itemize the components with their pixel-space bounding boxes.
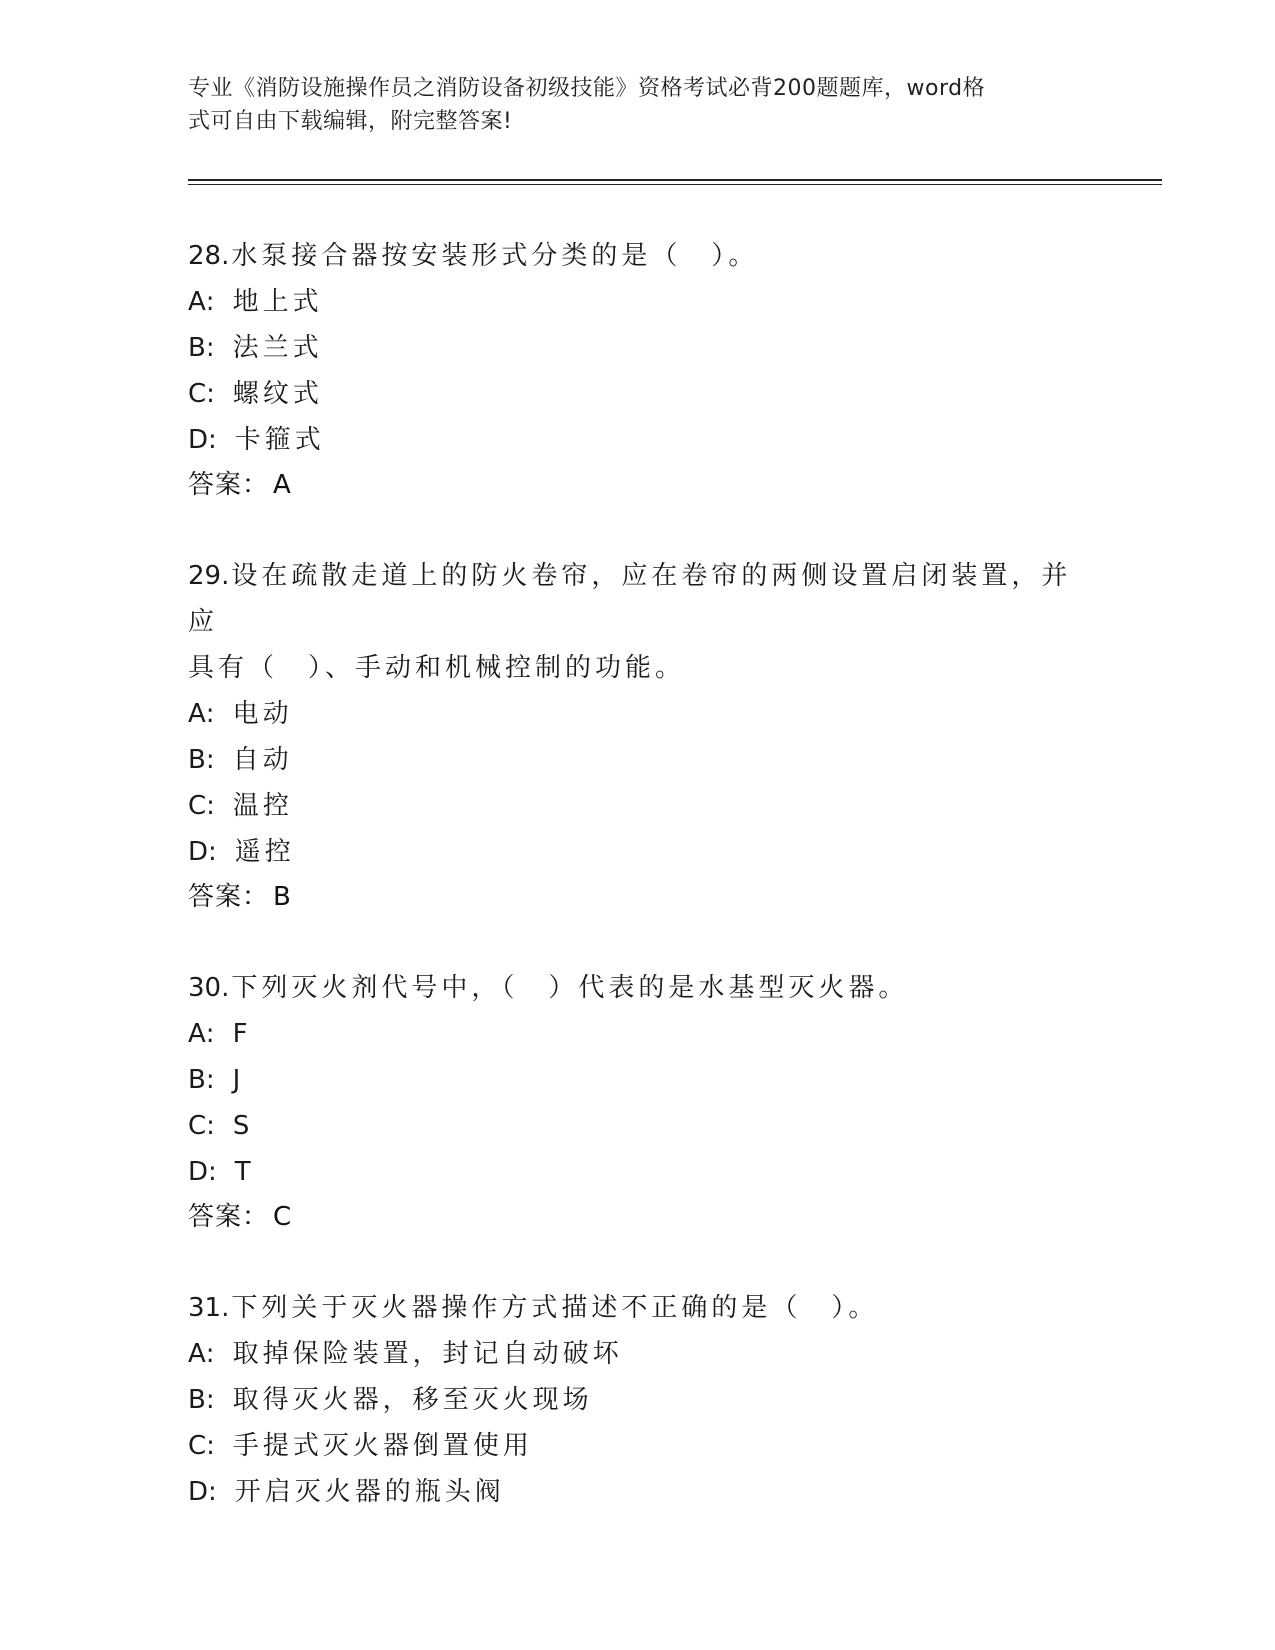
header-title-line-1: 专业《消防设施操作员之消防设备初级技能》资格考试必背200题题库，word格 [188, 76, 986, 101]
option-text: 自动 [232, 745, 293, 775]
question-number: 30. [188, 973, 230, 1003]
question-number: 31. [188, 1293, 230, 1323]
question-number: 28. [188, 241, 230, 271]
option-letter: D [188, 1477, 209, 1507]
option-c: C: 温控 [188, 791, 293, 821]
option-a: A: 电动 [188, 699, 293, 729]
option-text: 地上式 [232, 287, 323, 317]
document-header [188, 72, 1068, 138]
option-b: B: J [188, 1065, 245, 1095]
option-b: B: 取得灭火器，移至灭火现场 [188, 1385, 593, 1415]
option-letter: B [188, 333, 206, 363]
option-text: T [234, 1157, 255, 1187]
option-text: J [232, 1065, 245, 1095]
option-text: 取得灭火器，移至灭火现场 [232, 1385, 593, 1415]
question-stem [188, 553, 1088, 645]
option-d: D: T [188, 1157, 255, 1187]
question-text: 下列灭火剂代号中，（ ）代表的是水基型灭火器。 [231, 973, 909, 1003]
option-b: B: 法兰式 [188, 333, 323, 363]
answer-line [188, 463, 1088, 507]
question-text: 下列关于灭火器操作方式描述不正确的是（ ）。 [231, 1293, 879, 1323]
option-text: 法兰式 [232, 333, 323, 363]
question-stem [188, 233, 1088, 279]
option-letter: D [188, 1157, 209, 1187]
option-a: A: 地上式 [188, 287, 323, 317]
option-c: C: 手提式灭火器倒置使用 [188, 1431, 533, 1461]
option-text: 卡箍式 [234, 425, 325, 455]
question-stem [188, 965, 1088, 1011]
question-list [188, 233, 1088, 1515]
option-letter: A [188, 1339, 206, 1369]
option-text: 温控 [232, 791, 293, 821]
question-29 [188, 553, 1088, 919]
option-letter: C [188, 379, 207, 409]
option-a: A: F [188, 1019, 252, 1049]
option-letter: C [188, 1111, 207, 1141]
option-d: D: 遥控 [188, 837, 295, 867]
option-text: S [232, 1111, 254, 1141]
answer-line [188, 875, 1088, 919]
option-d: D: 卡箍式 [188, 425, 325, 455]
question-text: 水泵接合器按安装形式分类的是（ ）。 [231, 241, 759, 271]
question-text: 设在疏散走道上的防火卷帘，应在卷帘的两侧设置启闭装置，并应 [188, 561, 1072, 637]
option-text: 螺纹式 [232, 379, 323, 409]
question-stem [188, 1285, 1088, 1331]
option-d: D: 开启灭火器的瓶头阀 [188, 1477, 505, 1507]
question-number: 29. [188, 561, 230, 591]
option-letter: D [188, 837, 209, 867]
header-divider-thick [188, 179, 1162, 181]
option-letter: A [188, 1019, 206, 1049]
option-b: B: 自动 [188, 745, 293, 775]
option-letter: A [188, 699, 206, 729]
header-divider-thin [188, 184, 1162, 185]
option-letter: D [188, 425, 209, 455]
answer-value: B [273, 882, 292, 912]
answer-label: 答案： [188, 1202, 270, 1232]
option-letter: C [188, 1431, 207, 1461]
option-text: 取掉保险装置，封记自动破坏 [232, 1339, 623, 1369]
question-28 [188, 233, 1088, 507]
option-c: C: 螺纹式 [188, 379, 323, 409]
option-letter: B [188, 1385, 206, 1415]
answer-label: 答案： [188, 882, 270, 912]
option-text: F [232, 1019, 252, 1049]
question-31 [188, 1285, 1088, 1515]
question-30 [188, 965, 1088, 1239]
option-letter: A [188, 287, 206, 317]
header-title-line-2: 式可自由下载编辑，附完整答案! [188, 109, 513, 134]
option-letter: B [188, 745, 206, 775]
answer-value: A [273, 470, 292, 500]
option-text: 手提式灭火器倒置使用 [232, 1431, 533, 1461]
option-text: 遥控 [234, 837, 295, 867]
question-stem-continued: 具有（ ）、手动和机械控制的功能。 [188, 653, 686, 683]
option-a: A: 取掉保险装置，封记自动破坏 [188, 1339, 623, 1369]
option-text: 开启灭火器的瓶头阀 [234, 1477, 505, 1507]
answer-label: 答案： [188, 470, 270, 500]
option-letter: C [188, 791, 207, 821]
option-c: C: S [188, 1111, 254, 1141]
option-letter: B [188, 1065, 206, 1095]
answer-line [188, 1195, 1088, 1239]
answer-value: C [273, 1202, 293, 1232]
option-text: 电动 [232, 699, 293, 729]
